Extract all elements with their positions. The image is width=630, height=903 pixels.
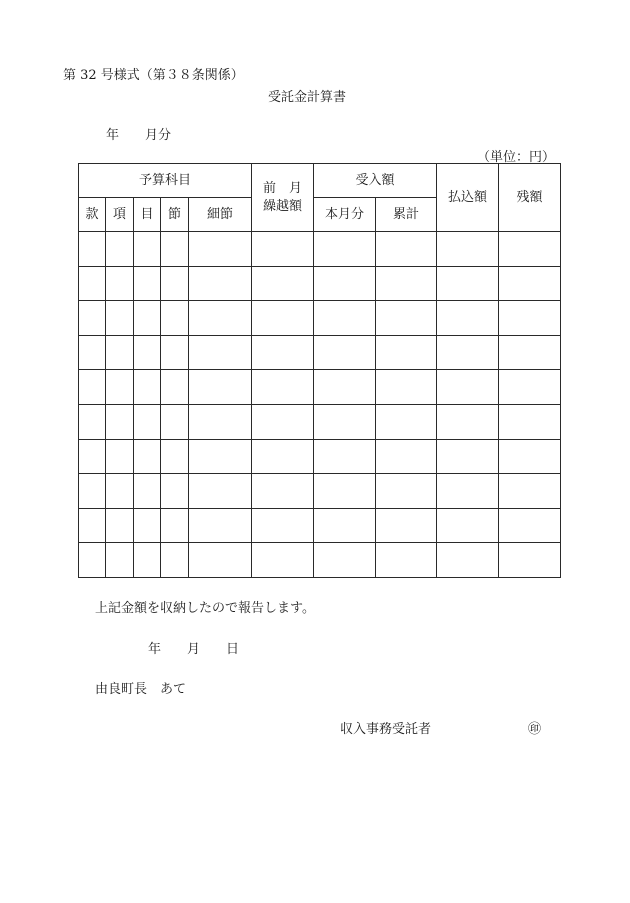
table-cell [106,543,134,578]
table-cell [161,474,189,509]
table-cell [499,266,561,301]
table-cell [106,508,134,543]
table-cell [189,232,252,267]
addressee: 由良町長 あて [95,682,187,697]
table-cell [437,439,499,474]
signer-label: 収入事務受託者 [340,722,432,737]
table-cell [161,266,189,301]
balance-header: 残額 [499,164,561,232]
table-cell [189,474,252,509]
table-cell [314,508,376,543]
table-cell [161,508,189,543]
table-cell [437,543,499,578]
table-cell [134,404,161,439]
kou-header: 項 [106,198,134,232]
table-cell [161,439,189,474]
table-cell [189,370,252,405]
document-title: 受託金計算書 [268,90,347,105]
table-cell [252,370,314,405]
table-cell [161,543,189,578]
table-cell [499,232,561,267]
table-cell [314,439,376,474]
table-cell [314,301,376,336]
table-cell [189,543,252,578]
moku-header: 目 [134,198,161,232]
table-cell [437,335,499,370]
table-cell [79,232,106,267]
table-cell [437,370,499,405]
table-cell [437,266,499,301]
this-month-header: 本月分 [314,198,376,232]
table-cell [499,474,561,509]
table-cell [161,232,189,267]
table-cell [79,301,106,336]
table-cell [376,232,437,267]
table-cell [106,439,134,474]
table-cell [79,370,106,405]
table-cell [79,404,106,439]
table-cell [252,301,314,336]
report-statement: 上記金額を収納したので報告します。 [95,601,315,616]
table-cell [252,543,314,578]
kan-header: 款 [79,198,106,232]
table-cell [134,474,161,509]
table-cell [252,335,314,370]
table-cell [189,508,252,543]
table-cell [189,439,252,474]
table-cell [134,266,161,301]
table-cell [189,266,252,301]
table-cell [314,370,376,405]
table-row [79,301,561,336]
table-row [79,232,561,267]
table-row [79,543,561,578]
table-cell [79,266,106,301]
table-cell [376,266,437,301]
table-cell [161,335,189,370]
table-row [79,335,561,370]
table-row [79,508,561,543]
unit-label: （単位：円） [477,150,556,165]
previous-month-label: 前 月 [263,180,303,196]
table-row [79,266,561,301]
table-cell [499,335,561,370]
table-row [79,370,561,405]
table-cell [314,474,376,509]
table-cell [252,266,314,301]
seal-mark: ㊞ [528,722,542,737]
table-cell [106,301,134,336]
table-cell [106,370,134,405]
table-cell [189,301,252,336]
table-cell [161,404,189,439]
table-cell [79,439,106,474]
table-cell [106,232,134,267]
table-cell [376,508,437,543]
table-cell [376,370,437,405]
table-cell [106,404,134,439]
table-cell [134,543,161,578]
table-cell [134,232,161,267]
table-cell [376,439,437,474]
table-cell [376,301,437,336]
table-cell [314,543,376,578]
table-cell [79,335,106,370]
table-cell [134,335,161,370]
paid-in-header: 払込額 [437,164,499,232]
period-label: 年 月分 [106,128,172,143]
table-cell [376,474,437,509]
table-cell [376,404,437,439]
table-cell [79,474,106,509]
table-row [79,404,561,439]
received-amount-header: 受入額 [314,164,437,198]
budget-items-header: 予算科目 [79,164,252,198]
table-cell [499,301,561,336]
previous-month-carryover-header [252,164,314,232]
table-cell [134,439,161,474]
table-cell [106,266,134,301]
cumulative-header: 累計 [376,198,437,232]
table-cell [189,335,252,370]
table-cell [499,543,561,578]
table-cell [437,301,499,336]
table-cell [437,404,499,439]
table-row [79,474,561,509]
form-number: 第 32 号様式（第３８条関係） [63,68,244,83]
table-cell [252,404,314,439]
table-cell [79,508,106,543]
carryover-label: 繰越額 [263,198,303,214]
table-cell [161,301,189,336]
table-cell [499,508,561,543]
table-cell [134,301,161,336]
table-cell [499,404,561,439]
table-cell [376,335,437,370]
saisetsu-header: 細節 [189,198,252,232]
table-cell [499,439,561,474]
table-row [79,439,561,474]
table-cell [314,404,376,439]
table-cell [134,370,161,405]
table-cell [252,508,314,543]
table-cell [376,543,437,578]
table-cell [161,370,189,405]
date-line: 年 月 日 [148,642,240,657]
table-cell [134,508,161,543]
table-cell [314,335,376,370]
table-cell [252,439,314,474]
table-cell [79,543,106,578]
table-cell [252,474,314,509]
table-cell [314,266,376,301]
table-cell [437,474,499,509]
ledger-table [78,163,561,578]
table-cell [252,232,314,267]
table-cell [314,232,376,267]
table-cell [189,404,252,439]
table-cell [106,335,134,370]
table-cell [437,232,499,267]
setsu-header: 節 [161,198,189,232]
table-cell [499,370,561,405]
table-cell [106,474,134,509]
table-cell [437,508,499,543]
